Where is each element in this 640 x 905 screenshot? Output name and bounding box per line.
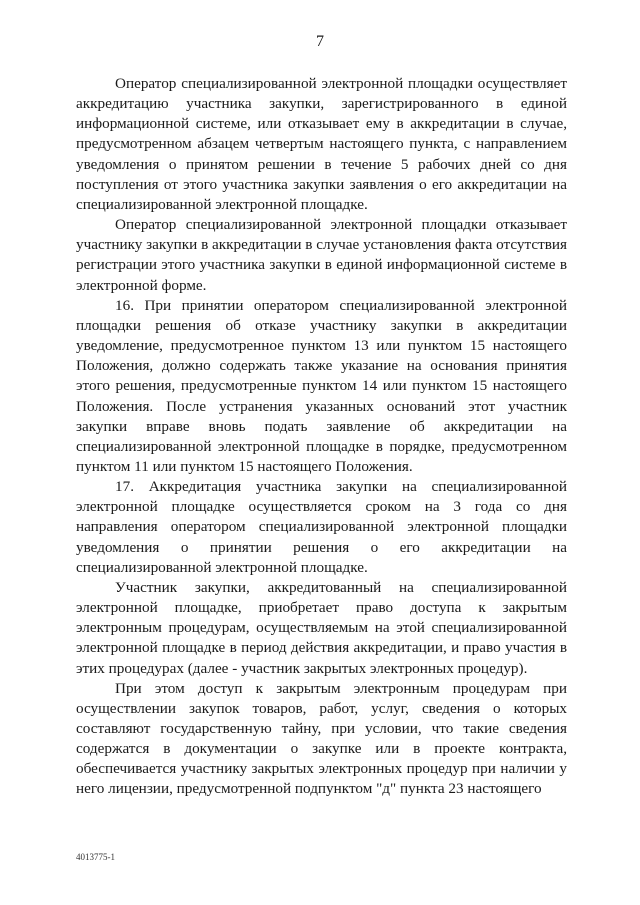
- page-number: 7: [316, 33, 324, 50]
- paragraph-access-rights: Участник закупки, аккредитованный на специализированной электронной площадке, приобретает право доступа к закрытым электронным процедурам, осуществляемым на этой специализированной электронной площадке в период действия аккредитации, и право участия в этих процедурах (далее - участник закрытых электронных процедур).: [76, 578, 567, 677]
- paragraph-17: 17. Аккредитация участника закупки на специализированной электронной площадке осуществляется сроком на 3 года со дня направления оператором специализированной электронной площадки уведомления о принятии решения о его аккредитации на специализированной электронной площадке.: [76, 478, 567, 576]
- paragraph-16: 16. При принятии оператором специализированной электронной площадки решения об отказе участнику закупки в аккредитации уведомление, предусмотренное пунктом 13 или пунктом 15 настоящего Положения, должно содержать также указание на основания принятия этого решения, предусмотренные пунктом 14 или пунктом 15 настоящего Положения. После устранения указанных оснований этот участник закупки вправе вновь подать заявление об аккредитации на специализированной электронной площадке в порядке, предусмотренном пунктом 11 или пунктом 15 настоящего Положения.: [76, 296, 567, 475]
- paragraph-accreditation: Оператор специализированной электронной площадки осуществляет аккредитацию участника закупки, зарегистрированного в единой информационной системе, или отказывает ему в аккредитации в случае, предусмотренном абзацем четвертым настоящего пункта, с направлением уведомления о принятом решении в течение 5 рабочих дней со дня поступления от этого участника закупки заявления о его аккредитации на специализированной электронной площадке.: [76, 75, 567, 213]
- paragraph-refusal: Оператор специализированной электронной площадки отказывает участнику закупки в аккредитации в случае установления факта отсутствия регистрации этого участника закупки в единой информационной системе в электронной форме.: [76, 216, 567, 294]
- document-id: 4013775-1: [76, 852, 115, 862]
- paragraph-state-secret: При этом доступ к закрытым электронным процедурам при осуществлении закупок товаров, работ, услуг, сведения о которых составляют государственную тайну, при условии, что такие сведения содержатся в документации о закупке или в проекте контракта, обеспечивается участнику закрытых электронных процедур при наличии у него лицензии, предусмотренной подпунктом "д" пункта 23 настоящего: [76, 679, 567, 798]
- document-body: [76, 74, 567, 800]
